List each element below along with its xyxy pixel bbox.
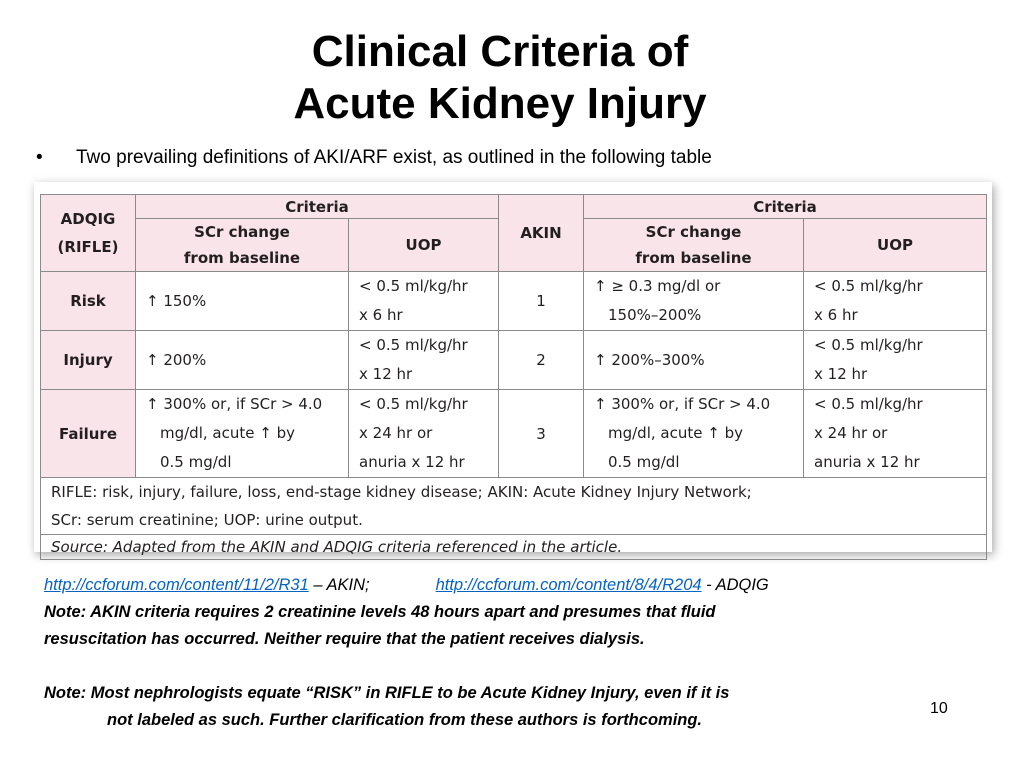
row-label-injury: Injury [41,331,136,390]
akin-criteria-header: Criteria [584,195,987,219]
akin-reference-link[interactable]: http://ccforum.com/content/11/2/R31 [44,576,309,594]
cell-line: < 0.5 ml/kg/hr [814,277,923,295]
cell-line: mg/dl, acute ↑ by [160,424,295,442]
table-row [41,331,987,390]
akin-stage-cell: 1 [499,272,584,331]
adqig-header-line2: (RIFLE) [57,238,119,256]
criteria-table-image [34,182,992,556]
row-label-risk: Risk [41,272,136,331]
adqig-reference-link[interactable]: http://ccforum.com/content/8/4/R204 [435,576,702,594]
title-line-1: Clinical Criteria of [311,27,689,76]
akin-stage-cell: 2 [499,331,584,390]
cell-line: < 0.5 ml/kg/hr [359,395,468,413]
rifle-criteria-header: Criteria [136,195,499,219]
akin-header: AKIN [499,195,584,272]
cell-line: ↑ 150% [146,291,207,310]
criteria-table [40,194,987,560]
akin-uop-cell [804,390,987,478]
cell-line: 0.5 mg/dl [160,453,232,471]
akin-scr-header-line1: SCr change [645,223,742,241]
cell-line: ↑ 200%–300% [594,350,705,369]
cell-line: anuria x 12 hr [814,453,920,471]
akin-uop-header: UOP [804,219,987,272]
bullet-text: Two prevailing definitions of AKI/ARF exist, as outlined in the following table [76,147,712,168]
rifle-scr-cell [136,390,349,478]
cell-line: x 6 hr [359,306,403,324]
akin-uop-cell [804,331,987,390]
slide-title [0,26,1000,130]
table-row [41,390,987,478]
akin-stage-cell: 3 [499,390,584,478]
cell-line: x 24 hr or [359,424,433,442]
rifle-uop-header: UOP [349,219,499,272]
akin-link-suffix: – AKIN; [308,576,370,594]
adqig-link-suffix: - ADQIG [701,576,769,594]
akin-scr-cell [584,272,804,331]
cell-line: x 24 hr or [814,424,888,442]
cell-line: 0.5 mg/dl [608,453,680,471]
rifle-scr-header [136,219,349,272]
adqig-header-line1: ADQIG [60,210,116,228]
rifle-uop-cell [349,390,499,478]
cell-line: x 12 hr [359,365,413,383]
cell-line: < 0.5 ml/kg/hr [359,336,468,354]
note-akin-line2: resuscitation has occurred. Neither require that the patient receives dialysis. [44,630,645,648]
akin-uop-cell [804,272,987,331]
reference-links [44,572,994,599]
cell-line: ↑ 300% or, if SCr > 4.0 [594,395,771,413]
rifle-scr-cell [136,331,349,390]
akin-scr-header [584,219,804,272]
cell-line: 150%–200% [608,306,702,324]
cell-line: mg/dl, acute ↑ by [608,424,743,442]
rifle-uop-cell [349,331,499,390]
cell-line: < 0.5 ml/kg/hr [359,277,468,295]
title-line-2: Acute Kidney Injury [293,79,707,128]
rifle-scr-header-line1: SCr change [194,223,290,241]
cell-line: anuria x 12 hr [359,453,465,471]
rifle-uop-cell [349,272,499,331]
bullet-marker: • [36,147,43,168]
page-number: 10 [930,700,948,717]
rifle-scr-header-line2: from baseline [183,249,301,267]
table-source: Source: Adapted from the AKIN and ADQIG criteria referenced in the article. [41,535,987,560]
row-label-failure: Failure [41,390,136,478]
cell-line: < 0.5 ml/kg/hr [814,336,923,354]
note-risk-line1: Note: Most nephrologists equate “RISK” in RIFLE to be Acute Kidney Injury, even if it is [44,684,730,702]
akin-scr-cell [584,390,804,478]
intro-bullet [36,146,712,170]
akin-scr-cell [584,331,804,390]
adqig-header [41,195,136,272]
cell-line: ↑ ≥ 0.3 mg/dl or [594,277,721,295]
rifle-scr-cell [136,272,349,331]
cell-line: x 6 hr [814,306,858,324]
footnote-line1: RIFLE: risk, injury, failure, loss, end-stage kidney disease; AKIN: Acute Kidney Injury Network; [51,483,752,501]
akin-scr-header-line2: from baseline [635,249,752,267]
table-footnote [41,478,987,535]
cell-line: ↑ 300% or, if SCr > 4.0 [146,395,323,413]
notes-block [44,572,994,734]
table-row [41,272,987,331]
cell-line: < 0.5 ml/kg/hr [814,395,923,413]
note-risk-line2: not labeled as such. Further clarification from these authors is forthcoming. [107,711,703,729]
footnote-line2: SCr: serum creatinine; UOP: urine output. [51,511,363,529]
cell-line: x 12 hr [814,365,868,383]
note-akin-line1: Note: AKIN criteria requires 2 creatinine levels 48 hours apart and presumes that fluid [44,603,716,621]
cell-line: ↑ 200% [146,350,207,369]
